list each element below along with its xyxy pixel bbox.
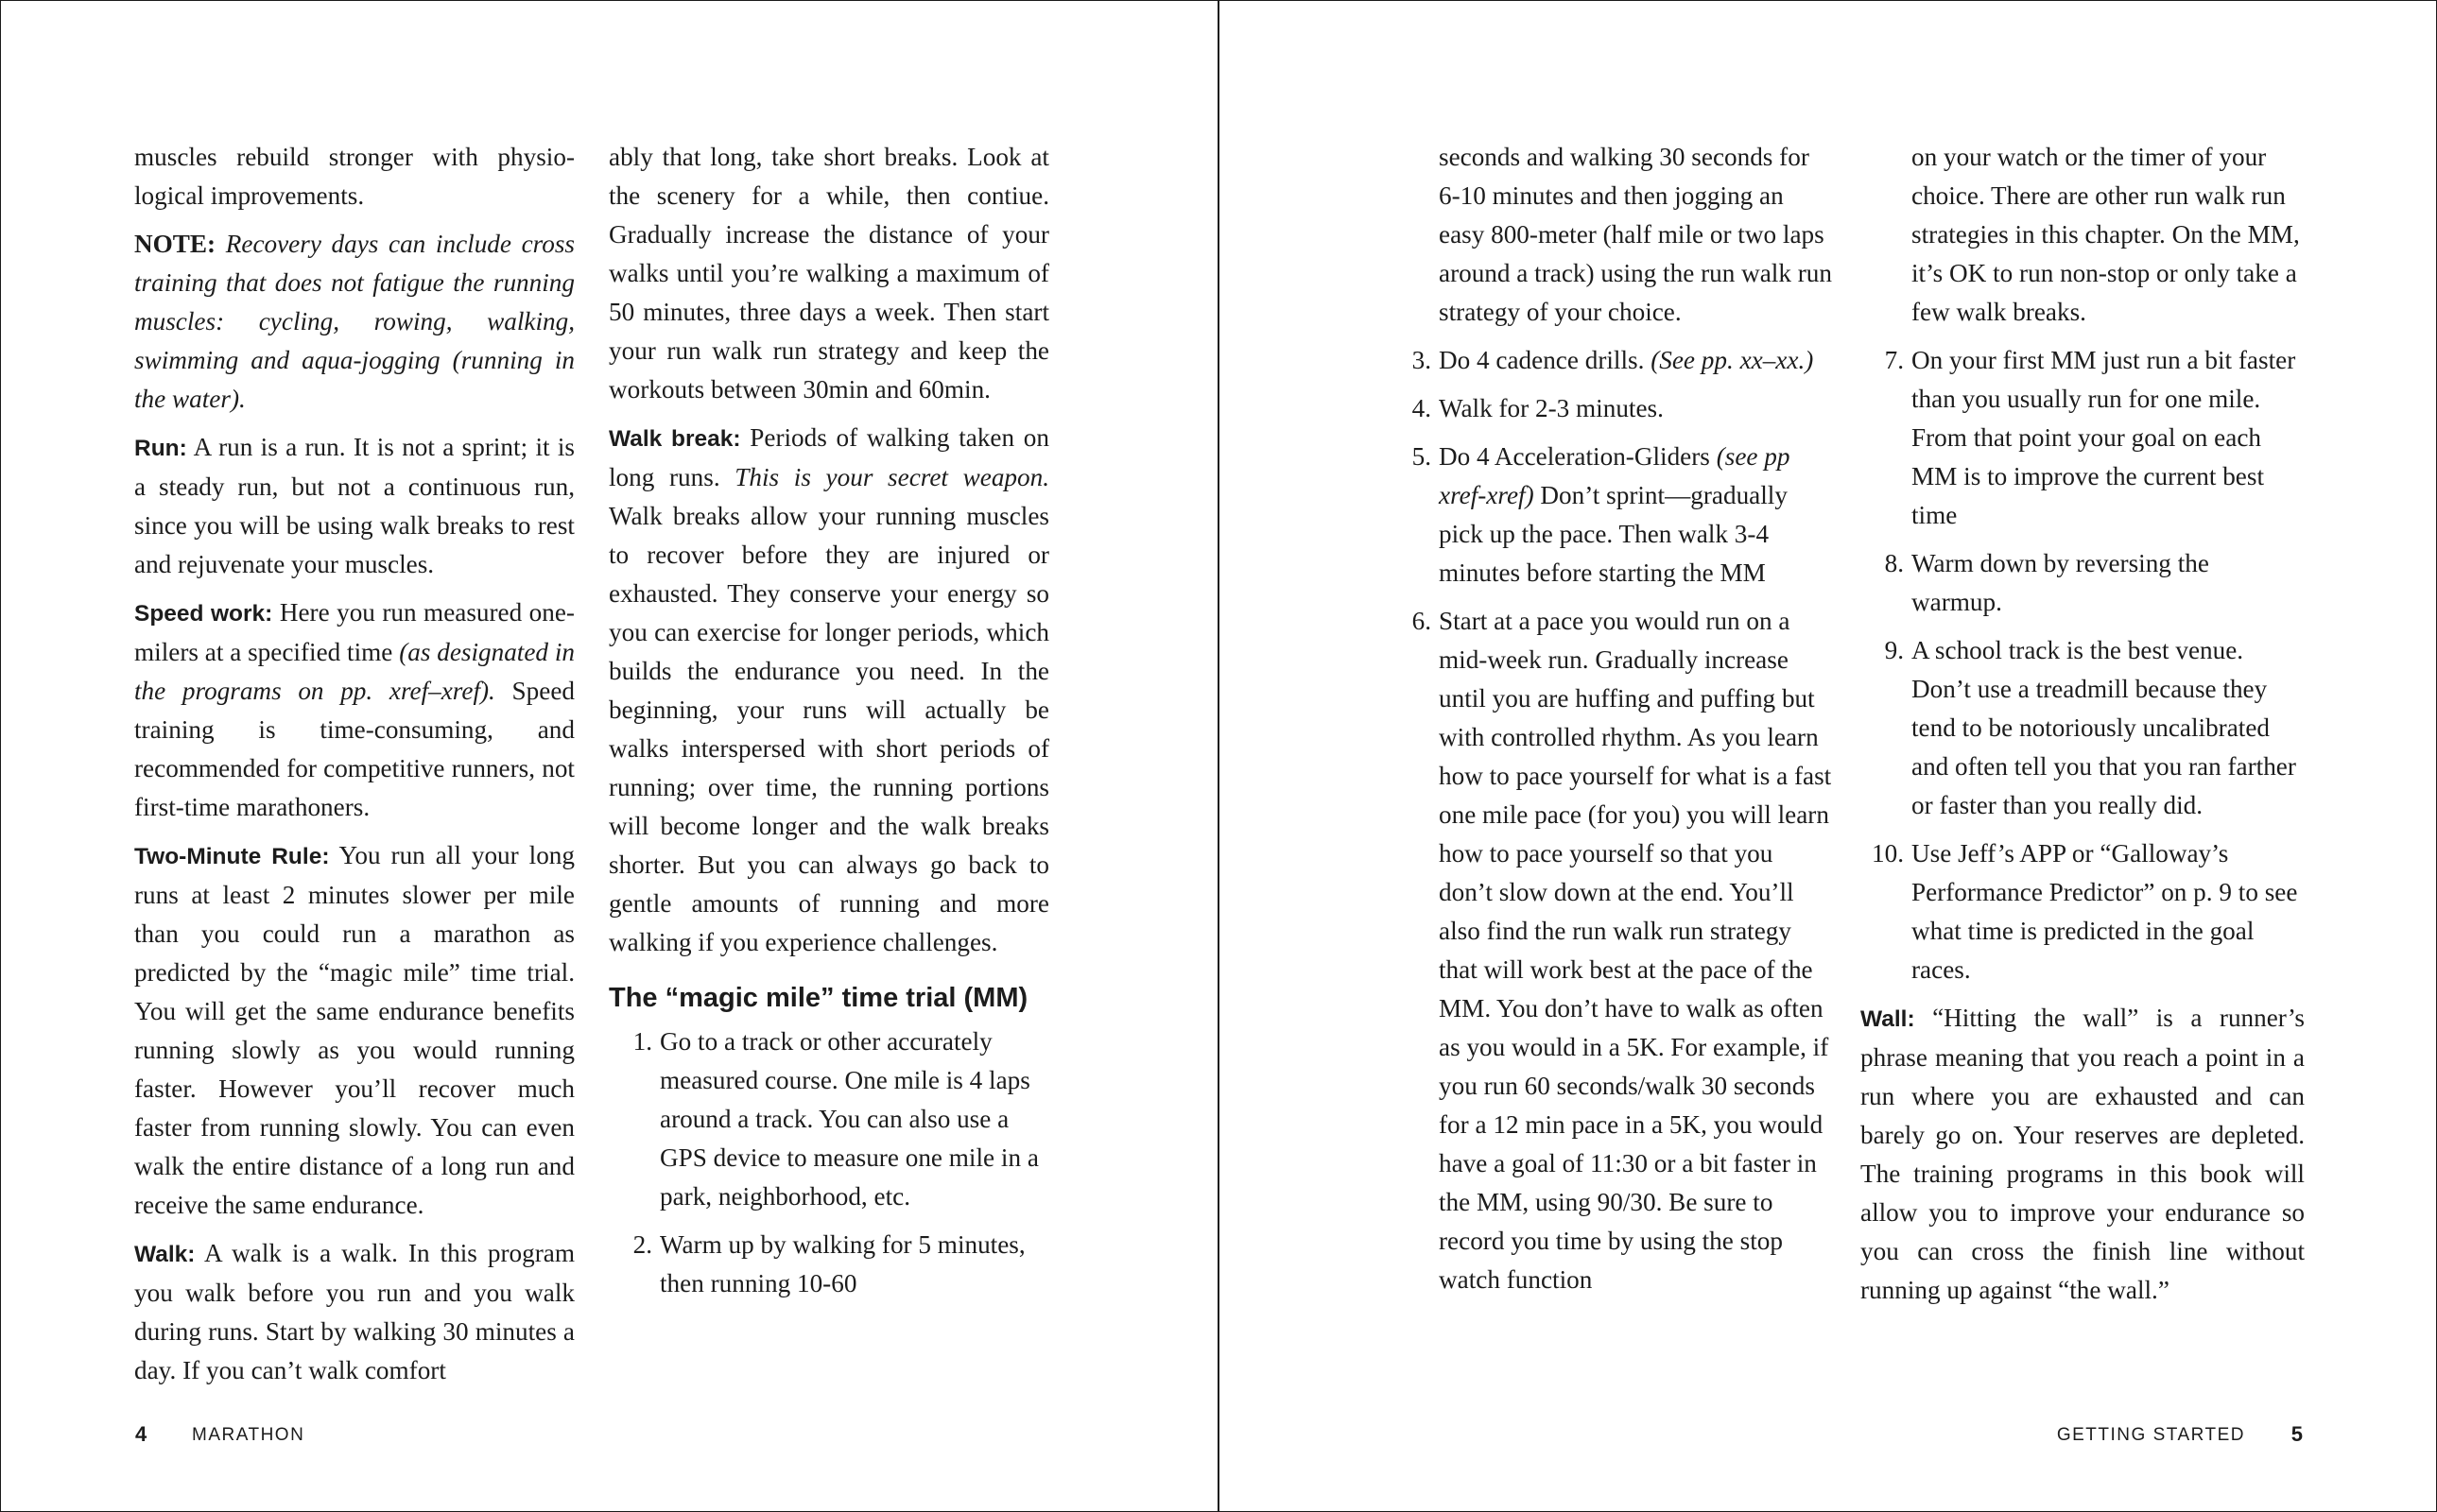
list-item: [1388, 602, 1832, 1299]
list-number: 5.: [1411, 442, 1431, 471]
list-item-text: Go to a track or other accurately measured course. One mile is 4 laps around a track. You can also use a GPS device to measure one mile in a park, neighborhood, etc.: [660, 1027, 1039, 1211]
two-minute-rule-text: You run all your long runs at least 2 minutes slower per mile than you could run a marathon as predicted by the “magic mile” time trial. You will get the same endurance benefits running slowly as you would running faster. However you’ll recover much faster from running slowly. You can even walk the entire distance of a long run and receive the same endurance.: [134, 841, 575, 1219]
list-item: [609, 1022, 1049, 1216]
list-number: 8.: [1884, 549, 1904, 577]
list-item-text: Do 4 cadence drills.: [1439, 346, 1651, 374]
right-page-column-2: [1860, 138, 2305, 1319]
list-item-text: Walk for 2-3 minutes.: [1439, 394, 1664, 422]
walk-text: A walk is a walk. In this program you walk before you run and you walk during runs. Start by walking 30 minutes a day. If you can’t walk comfort: [134, 1239, 576, 1384]
two-minute-rule-definition: [134, 836, 575, 1225]
list-item: [1388, 389, 1832, 428]
list-item-text: on your watch or the timer of your choice. There are other run walk run strategies in this chapter. On the MM, it’s OK to run non-stop or only take a few walk breaks.: [1911, 143, 2300, 326]
list-item-text: On your first MM just run a bit faster than you usually run for one mile. From that point your goal on each MM is to improve the current best time: [1911, 346, 2296, 529]
list-item-text-b: Don’t sprint—gradually pick up the pace. Then walk 3-4 minutes before starting the MM: [1439, 481, 1788, 587]
run-text: A run is a run. It is not a sprint; it is a steady run, but not a continuous run, since you will be using walk breaks to rest and rejuvenate your muscles.: [134, 433, 576, 578]
list-number: 1.: [632, 1027, 652, 1056]
walk-break-text-a: Periods of walking taken on long runs.: [609, 423, 1049, 491]
speed-work-text-b: Speed training is time-consuming, and recommended for competitive runners, not first-time marathoners.: [134, 677, 575, 821]
right-running-head: GETTING STARTED: [2056, 1425, 2245, 1445]
walk-break-term: Walk break:: [609, 426, 741, 452]
mm-steps-list-continued-2: [1860, 138, 2305, 989]
walk-term: Walk:: [134, 1242, 196, 1267]
list-item-text: seconds and walking 30 seconds for 6-10 minutes and then jogging an easy 800-meter (half mile or two laps around a track) using the run walk run strategy of your choice.: [1439, 143, 1832, 326]
section-heading: The “magic mile” time trial (MM): [609, 983, 1028, 1013]
speed-work-term: Speed work:: [134, 601, 273, 627]
list-item: [1860, 631, 2305, 825]
speed-work-text-a: Here you run measured one-milers at a specified time: [134, 598, 575, 666]
list-item-continuation: [1388, 138, 1832, 332]
run-definition: [134, 428, 575, 584]
list-item-text: A school track is the best venue. Don’t use a treadmill because they tend to be notoriously uncalibrated and often tell you that you ran farther or faster than you really did.: [1911, 636, 2296, 819]
wall-definition: [1860, 999, 2305, 1310]
speed-work-italic: (as designated in the programs on pp. xref–xref).: [134, 638, 575, 705]
list-number: 4.: [1411, 394, 1431, 422]
paragraph-continuation: muscles rebuild stronger with physiological improvements.: [134, 143, 575, 210]
walk-break-italic: This is your secret weapon.: [735, 463, 1049, 491]
note-paragraph: [134, 225, 575, 419]
wall-term: Wall:: [1860, 1006, 1915, 1032]
note-text: Recovery days can include cross training that does not fatigue the running muscles: cycling, rowing, walking, swimming and aqua-jogging (running in the water).: [134, 230, 575, 413]
right-page-column-1: [1388, 138, 1832, 1309]
left-page-column-2: [609, 138, 1049, 1313]
list-item-continuation: [1860, 138, 2305, 332]
mm-steps-list-continued: [1388, 138, 1832, 1299]
list-item: [1388, 438, 1832, 593]
list-item-text-a: Do 4 Acceleration-Gliders: [1439, 442, 1717, 471]
list-item: [609, 1226, 1049, 1303]
list-number: 3.: [1411, 346, 1431, 374]
walk-break-text-b: Walk breaks allow your running muscles to recover before they are injured or exhausted. They conserve your energy so you can exercise for longer periods, which builds the endurance you need. In the beginning, your runs will actually be walks interspersed with short periods of running; over time, the running portions will become longer and the walk breaks shorter. But you can always go back to gentle amounts of running and more walking if you experience challenges.: [609, 502, 1049, 956]
list-number: 10.: [1872, 839, 1904, 868]
left-page-number: 4: [135, 1422, 147, 1446]
list-number: 7.: [1884, 346, 1904, 374]
list-number: 2.: [632, 1230, 652, 1259]
list-item: [1388, 341, 1832, 380]
list-item-italic: (See pp. xx–xx.): [1651, 346, 1814, 374]
list-item: [1860, 834, 2305, 989]
walk-definition: [134, 1234, 575, 1390]
walk-break-definition: [609, 419, 1049, 962]
run-term: Run:: [134, 436, 187, 461]
left-page-column-1: [134, 138, 575, 1400]
right-page-number: 5: [2290, 1422, 2303, 1446]
mm-steps-list: [609, 1022, 1049, 1303]
list-item: [1860, 544, 2305, 622]
speed-work-definition: [134, 593, 575, 827]
list-number: 6.: [1411, 607, 1431, 635]
two-minute-rule-term: Two-Minute Rule:: [134, 844, 330, 869]
page-gutter: [1218, 0, 1219, 1512]
list-item-italic: (see pp xref-xref): [1439, 442, 1790, 509]
list-item-text: Start at a pace you would run on a mid-week run. Gradually increase until you are huffing and puffing but with controlled rhythm. As you learn how to pace yourself for what is a fast one mile pace (for you) you will learn how to pace yourself so that you don’t slow down at the end. You’ll also find the run walk run strategy that will work best at the pace of the MM. You don’t have to walk as often as you would in a 5K. For example, if you run 60 seconds/walk 30 seconds for a 12 min pace in a 5K, you would have a goal of 11:30 or a bit faster in the MM, using 90/30. Be sure to record you time by using the stop watch function: [1439, 607, 1832, 1294]
walk-continuation: ably that long, take short breaks. Look at the scenery for a while, then contiue. Gradually increase the distance of your walks until you’re walking a maximum of 50 minutes, three days a week. Then start your run walk run strategy and keep the workouts between 30min and 60min.: [609, 143, 1049, 404]
note-label: NOTE:: [134, 230, 216, 258]
list-number: 9.: [1884, 636, 1904, 664]
left-running-head: MARATHON: [192, 1425, 305, 1445]
list-item-text: Use Jeff’s APP or “Galloway’s Performance Predictor” on p. 9 to see what time is predicted in the goal races.: [1911, 839, 2298, 984]
list-item: [1860, 341, 2305, 535]
wall-text: “Hitting the wall” is a runner’s phrase meaning that you reach a point in a run where you are exhausted and can barely go on. Your reserves are depleted. The training programs in this book will allow you to improve your endurance so you can cross the finish line without running up against “the wall.”: [1860, 1004, 2305, 1304]
list-item-text: Warm down by reversing the warmup.: [1911, 549, 2209, 616]
list-item-text: Warm up by walking for 5 minutes, then running 10-60: [660, 1230, 1026, 1297]
